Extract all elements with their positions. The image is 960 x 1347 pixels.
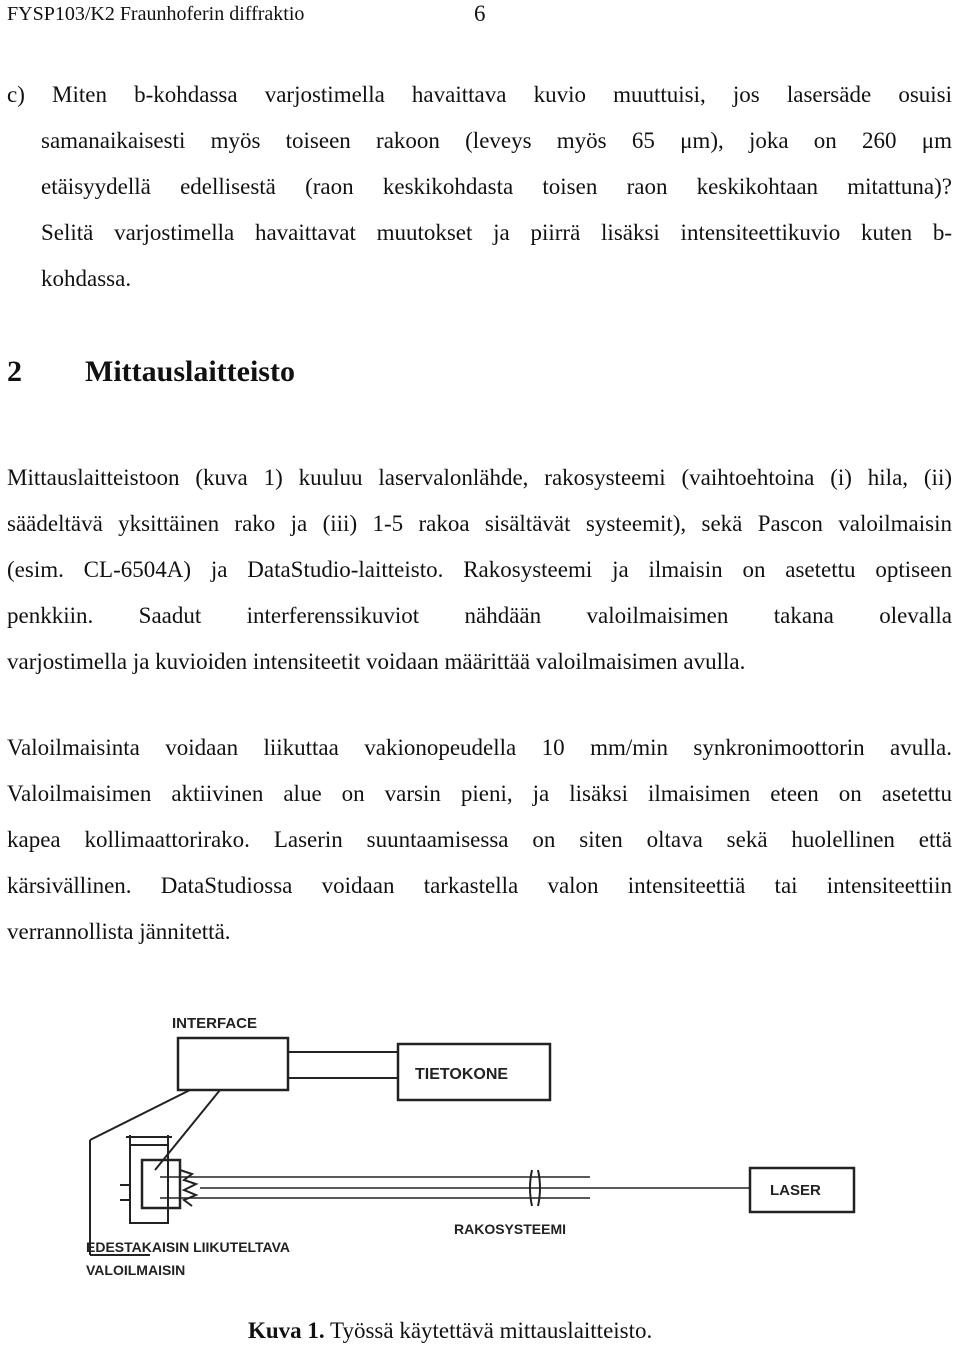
figure-caption xyxy=(248,1315,652,1347)
question-c-line: etäisyydellä edellisestä (raon keskikohdasta toisen raon keskikohtaan mitattuna)? xyxy=(41,174,952,199)
slit-label: RAKOSYSTEEMI xyxy=(454,1221,567,1237)
paragraph-line: varjostimella ja kuvioiden intensiteetit voidaan määrittää valoilmaisimen avulla. xyxy=(7,649,746,674)
caption-text: Työssä käytettävä mittauslaitteisto. xyxy=(324,1318,653,1343)
interface-label: INTERFACE xyxy=(172,1015,258,1032)
detector-label: EDESTAKAISIN LIIKUTELTAVA xyxy=(86,1239,291,1255)
section-number: 2 xyxy=(7,355,22,388)
setup-diagram xyxy=(60,1000,860,1290)
setup-diagram-svg xyxy=(60,1000,860,1290)
wire xyxy=(90,1090,190,1140)
section-heading xyxy=(7,350,295,394)
paragraph-line: verrannollista jännitettä. xyxy=(7,919,231,944)
question-c-line: kohdassa. xyxy=(41,266,132,291)
question-c-line: samanaikaisesti myös toiseen rakoon (leveys myös 65 μm), joka on 260 μm xyxy=(41,128,952,153)
paragraph-line: kärsivällinen. DataStudiossa voidaan tarkastella valon intensiteettiä tai intensiteettiin xyxy=(7,873,952,898)
paragraph-equipment xyxy=(7,455,952,685)
detector-spring xyxy=(180,1170,196,1206)
caption-label: Kuva 1. xyxy=(248,1318,325,1343)
paragraph-line: (esim. CL-6504A) ja DataStudio-laitteisto. Rakosysteemi ja ilmaisin on asetettu optiseen xyxy=(7,557,952,582)
question-c-line: Selitä varjostimella havaittavat muutokset ja piirrä lisäksi intensiteettikuvio kuten b- xyxy=(41,220,952,245)
computer-label: TIETOKONE xyxy=(415,1066,509,1083)
paragraph-line: Mittauslaitteistoon (kuva 1) kuuluu laservalonlähde, rakosysteemi (vaihtoehtoina (i) hila, (ii) xyxy=(7,465,952,490)
laser-label: LASER xyxy=(770,1182,821,1199)
paragraph-line: Valoilmaisinta voidaan liikuttaa vakionopeudella 10 mm/min synkronimoottorin avulla. xyxy=(7,735,952,760)
paragraph-line: Valoilmaisimen aktiivinen alue on varsin pieni, ja lisäksi ilmaisimen eteen on asetettu xyxy=(7,781,952,806)
interface-box xyxy=(178,1038,288,1090)
paragraph-line: penkkiin. Saadut interferenssikuviot nähdään valoilmaisimen takana olevalla xyxy=(7,603,952,628)
page-number: 6 xyxy=(474,1,486,26)
paragraph-line: kapea kollimaattorirako. Laserin suuntaamisessa on siten oltava sekä huolellinen että xyxy=(7,827,952,852)
question-c xyxy=(7,72,952,302)
section-title: Mittauslaitteisto xyxy=(85,355,295,388)
detector-label: VALOILMAISIN xyxy=(86,1262,186,1278)
detector-housing xyxy=(130,1145,168,1223)
detector-box xyxy=(142,1160,180,1208)
question-c-line: c) Miten b-kohdassa varjostimella havaittava kuvio muuttuisi, jos lasersäde osuisi xyxy=(7,82,952,107)
running-header: FYSP103/K2 Fraunhoferin diffraktio xyxy=(7,3,305,25)
paragraph-line: säädeltävä yksittäinen rako ja (iii) 1-5 rakoa sisältävät systeemit), sekä Pascon valoilmaisin xyxy=(7,511,952,536)
paragraph-detector xyxy=(7,725,952,955)
